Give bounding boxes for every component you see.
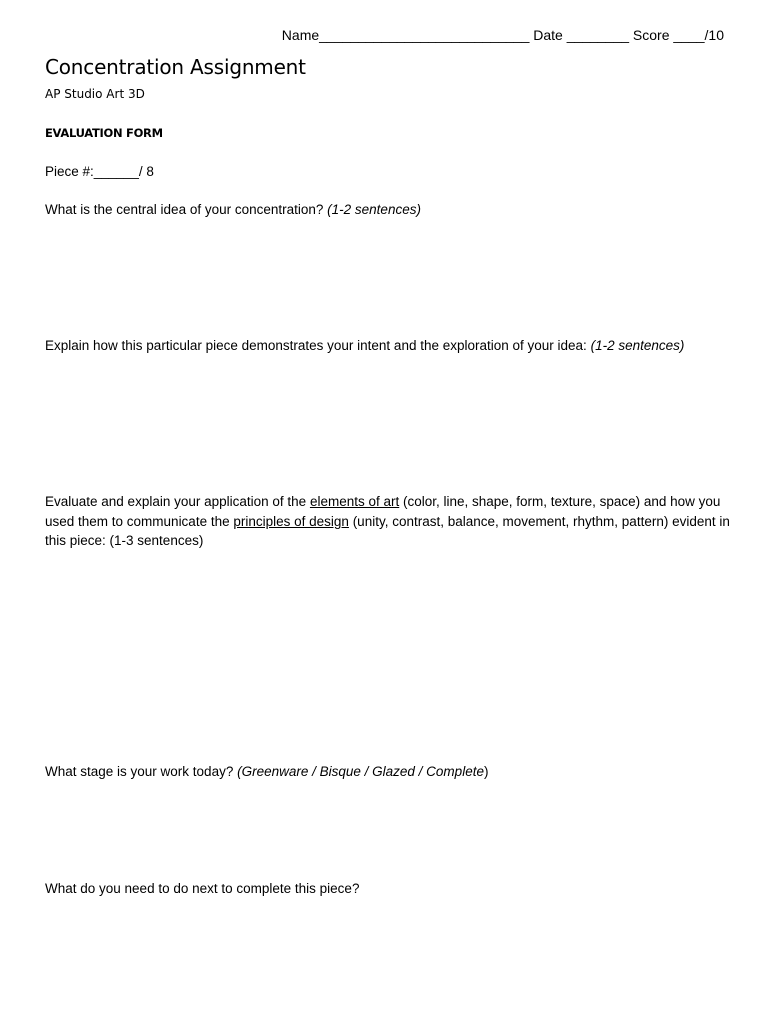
elements-of-art-term: elements of art [309,494,400,509]
question-hint: (1-2 sentences) [590,338,685,353]
question-text: (color, line, shape, form, texture, space) and how you used them to communicate the [45,494,721,529]
date-field-label: Date ________ [533,27,630,43]
header-fields [282,27,724,43]
question-text: Evaluate and explain your application of the [45,494,310,509]
question-text: What do you need to do next to complete this piece? [45,881,360,896]
piece-number-field: Piece #:______/ 8 [45,164,154,179]
question-text: What stage is your work today? [45,764,238,779]
question-intent-exploration [45,338,684,353]
question-elements-principles [45,492,735,551]
question-text: (unity, contrast, balance, movement, rhythm, pattern) evident in this piece: (1-3 sentences) [45,513,730,548]
question-next-steps [45,881,359,896]
page-title: Concentration Assignment [45,55,306,79]
question-work-stage [45,764,488,779]
principles-of-design-term: principles of design [233,513,349,529]
course-subtitle: AP Studio Art 3D [45,87,145,101]
question-text: What is the central idea of your concentration? [45,202,328,217]
question-hint: (1-2 sentences) [327,202,421,217]
score-field-label: Score ____/10 [632,27,724,43]
form-heading: EVALUATION FORM [45,126,163,140]
question-hint: (Greenware / Bisque / Glazed / Complete [237,764,484,779]
question-hint-close: ) [483,764,489,779]
question-central-idea [45,202,421,217]
question-text: Explain how this particular piece demonstrates your intent and the exploration of your idea: [45,338,591,353]
name-field-label: Name___________________________ [281,27,530,43]
